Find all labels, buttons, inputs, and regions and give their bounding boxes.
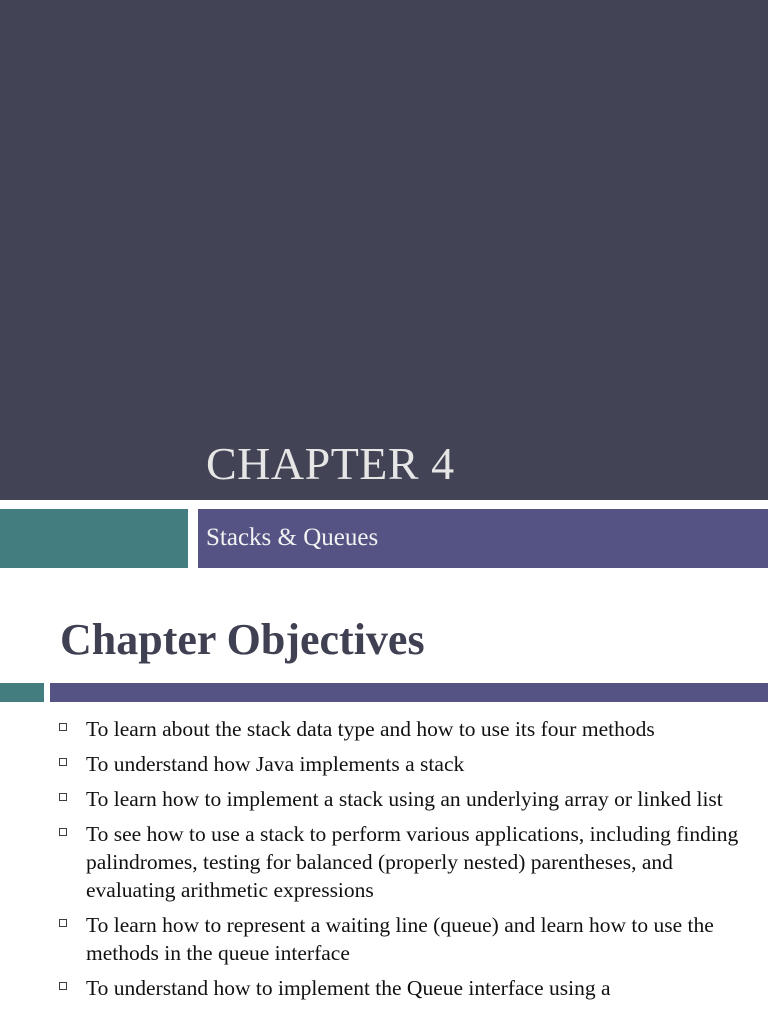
objectives-heading: Chapter Objectives	[60, 615, 425, 664]
chapter-title: CHAPTER 4	[206, 438, 455, 489]
heading-teal-accent	[0, 683, 44, 702]
objective-item	[58, 911, 748, 967]
square-bullet-icon	[59, 828, 67, 836]
objective-text: To understand how Java implements a stack	[86, 752, 465, 776]
chapter-subtitle: Stacks & Queues	[206, 524, 379, 551]
objective-text: To learn how to implement a stack using an underlying array or linked list	[86, 787, 723, 811]
objectives-list	[58, 715, 748, 1009]
objective-item	[58, 974, 748, 1002]
objective-text: To learn about the stack data type and how to use its four methods	[86, 717, 655, 741]
objective-text: To learn how to represent a waiting line (queue) and learn how to use the methods in the queue interface	[86, 913, 714, 965]
objective-item	[58, 820, 748, 904]
square-bullet-icon	[59, 723, 67, 731]
objective-text: To understand how to implement the Queue interface using a	[86, 976, 611, 1000]
heading-purple-accent	[50, 683, 768, 702]
subtitle-band	[198, 509, 768, 568]
square-bullet-icon	[59, 982, 67, 990]
objective-item	[58, 750, 748, 778]
teal-accent-block	[0, 509, 188, 568]
square-bullet-icon	[59, 793, 67, 801]
objective-text: To see how to use a stack to perform various applications, including finding palindromes, testing for balanced (properly nested) parentheses, and evaluating arithmetic expressions	[86, 822, 739, 902]
objective-item	[58, 785, 748, 813]
square-bullet-icon	[59, 758, 67, 766]
objectives-slide	[0, 568, 768, 1024]
square-bullet-icon	[59, 919, 67, 927]
objective-item	[58, 715, 748, 743]
title-background	[0, 0, 768, 500]
